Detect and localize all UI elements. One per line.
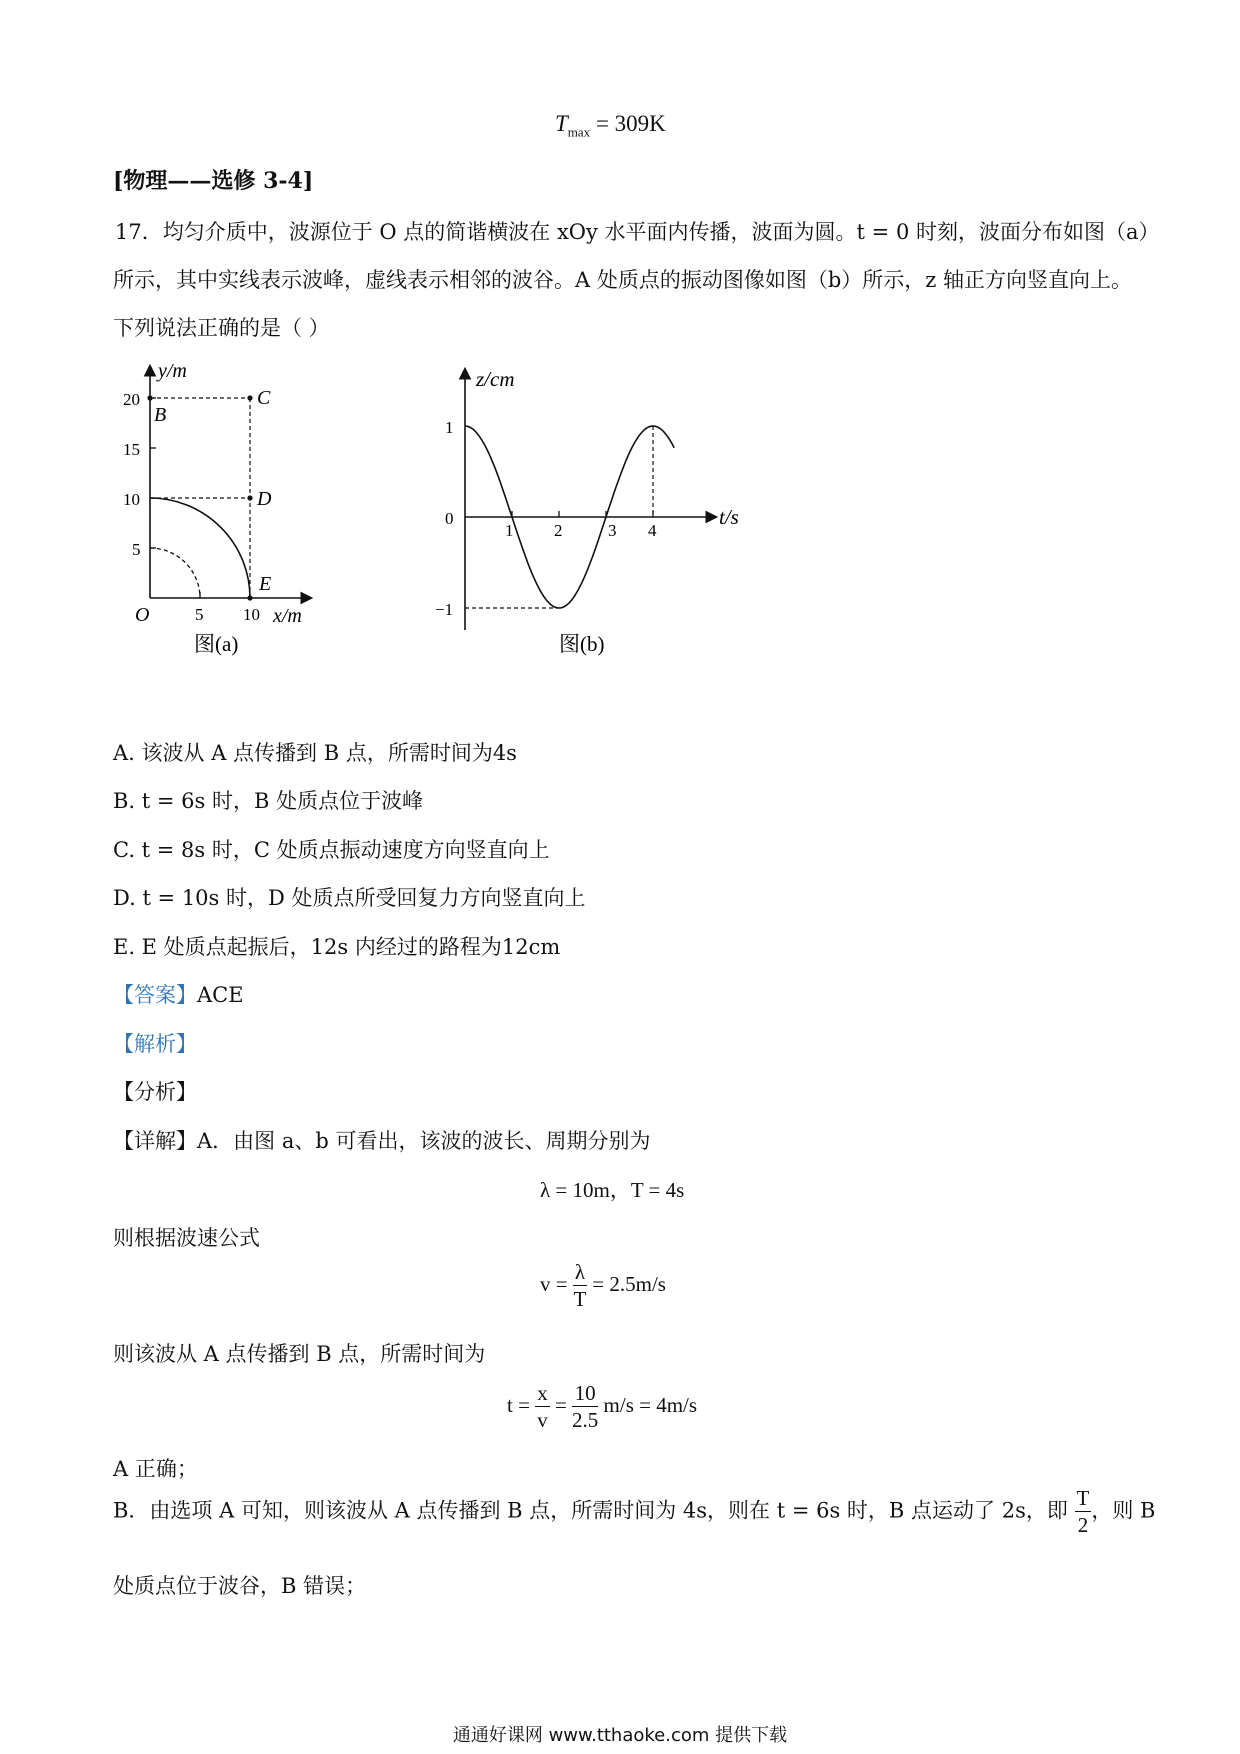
fig-a-label-c: C: [257, 387, 271, 409]
fig-a-y-label: y/m: [158, 360, 187, 382]
fig-b-t-label: t/s: [719, 505, 739, 529]
fig-a-origin: O: [135, 604, 150, 626]
detail-line-6: 处质点位于波谷，B 错误；: [113, 1574, 367, 1598]
fig-a-ytick-10: 10: [123, 490, 140, 509]
figure-a: [110, 355, 325, 660]
option-a: A. 该波从 A 点传播到 B 点，所需时间为4s: [113, 741, 517, 765]
answer-line: [113, 985, 244, 1006]
fig-b-ytick-0: 0: [445, 509, 454, 528]
answer-label: 【答案】: [113, 983, 197, 1007]
analysis-label: 【解析】: [113, 1032, 197, 1056]
fenxi-label: 【分析】: [113, 1080, 197, 1104]
fig-a-label-d: D: [257, 488, 272, 510]
fig-a-ytick-15: 15: [123, 440, 140, 459]
fig-a-label-b: B: [154, 404, 167, 426]
fig-b-z-label: z/cm: [476, 367, 515, 391]
eq2-fraction: $\frac{\lambda}{T}$: [573, 1260, 587, 1311]
detail-line-4: A 正确；: [113, 1457, 198, 1481]
fig-a-point-e: [247, 595, 252, 600]
fig-a-ytick-20: 20: [123, 390, 140, 409]
fig-b-xtick-3: 3: [608, 521, 617, 540]
top-eq-var: T: [555, 111, 568, 136]
option-d: D. t = 10s 时，D 处质点所受回复力方向竖直向上: [113, 886, 586, 910]
detail-line-1: 【详解】A．由图 a、b 可看出，该波的波长、周期分别为: [113, 1129, 651, 1153]
detail-eq-3: t = $\frac{x}{v}$ = $\frac{10}{2.5}$ m/s = 4m/s: [507, 1381, 698, 1432]
fig-b-caption: 图(b): [559, 632, 605, 656]
line5-fraction: $\frac{T}{2}$: [1076, 1486, 1090, 1537]
question-line-1: 17．均匀介质中，波源位于 O 点的简谐横波在 xOy 水平面内传播，波面为圆。t = 0 时刻，波面分布如图（a）: [115, 220, 1160, 244]
top-eq-rhs: = 309K: [595, 111, 666, 136]
fig-a-xtick-5: 5: [195, 605, 204, 624]
fig-b-xtick-2: 2: [554, 521, 563, 540]
detail-eq-2: v = $\frac{\lambda}{T}$ = 2.5m/s: [540, 1260, 666, 1311]
detail-line-5: B．由选项 A 可知，则该波从 A 点传播到 B 点，所需时间为 4s，则在 t = 6s 时，B 点运动了 2s，即 $\frac{T}{2}$ ，则 B: [113, 1486, 1156, 1537]
fig-a-point-d: [247, 495, 252, 500]
fig-b-ytick-neg1: −1: [435, 600, 454, 619]
fig-a-caption: 图(a): [194, 632, 239, 656]
detail-eq-1: λ = 10m，T = 4s: [540, 1178, 685, 1202]
fig-a-xtick-10: 10: [243, 605, 260, 624]
section-header: [物理——选修 3-4]: [113, 168, 314, 194]
fig-b-xtick-1: 1: [505, 521, 514, 540]
fig-b-xtick-4: 4: [648, 521, 657, 540]
fig-a-crest-arc: [150, 498, 250, 598]
option-e: E. E 处质点起振后，12s 内经过的路程为12cm: [113, 935, 561, 959]
detail-line-3: 则该波从 A 点传播到 B 点，所需时间为: [113, 1342, 486, 1366]
eq3-fraction-1: $\frac{x}{v}$: [537, 1381, 548, 1432]
option-b: B. t = 6s 时，B 处质点位于波峰: [113, 789, 424, 813]
figure-b: [425, 365, 765, 665]
question-line-2: 所示，其中实线表示波峰，虚线表示相邻的波谷。A 处质点的振动图像如图（b）所示，z 轴正方向竖直向上。: [113, 268, 1133, 292]
eq3-fraction-2: $\frac{10}{2.5}$: [572, 1381, 599, 1432]
fig-a-ytick-5: 5: [132, 540, 141, 559]
answer-value: ACE: [197, 983, 244, 1007]
top-equation: [555, 112, 666, 139]
fig-a-x-label: x/m: [273, 605, 302, 627]
detail-line-2: 则根据波速公式: [113, 1226, 260, 1250]
fig-a-label-e: E: [259, 573, 272, 595]
page-footer: 通通好课网 www.tthaoke.com 提供下载: [452, 1725, 788, 1746]
fig-a-point-b: [147, 395, 152, 400]
option-c: C. t = 8s 时，C 处质点振动速度方向竖直向上: [113, 838, 550, 862]
fig-b-ytick-1: 1: [445, 418, 454, 437]
top-eq-sub: max: [567, 124, 591, 140]
question-line-3: 下列说法正确的是（ ）: [113, 316, 330, 340]
fig-a-point-c: [247, 395, 252, 400]
fig-a-trough-arc: [150, 548, 200, 598]
